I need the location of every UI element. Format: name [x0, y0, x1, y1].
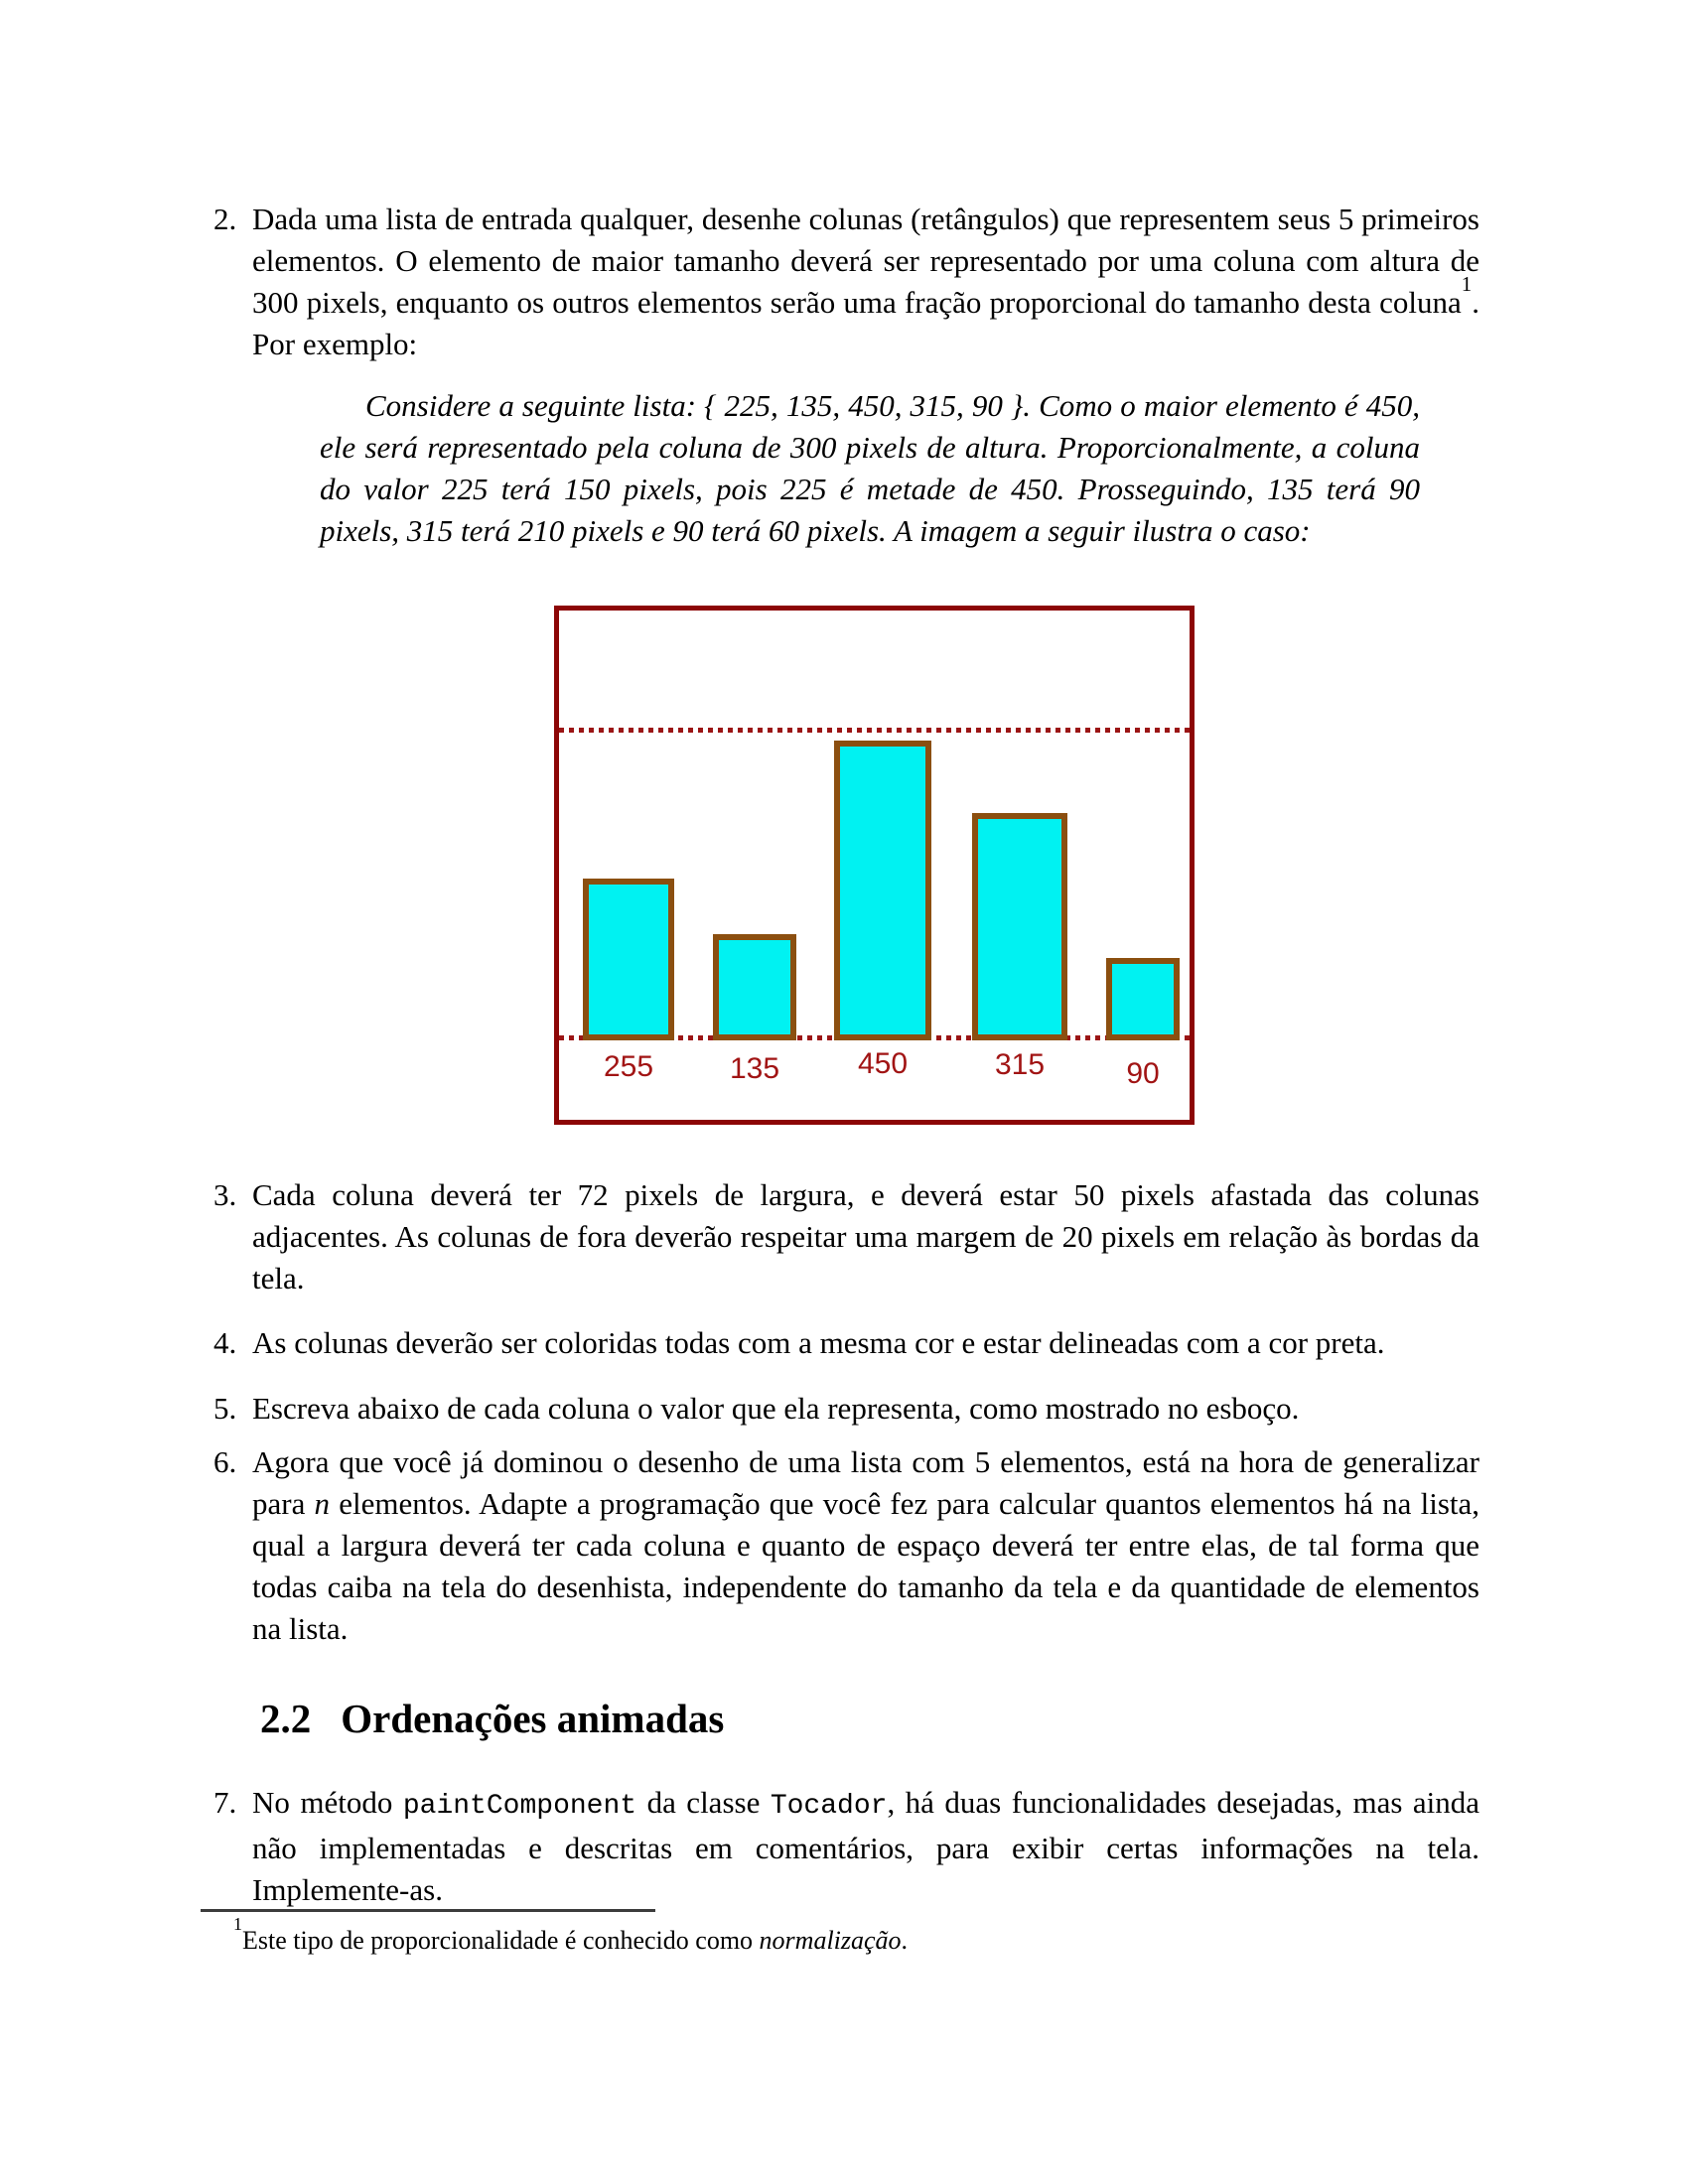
bar [834, 741, 931, 1040]
list-item-4-number: 4. [213, 1325, 237, 1360]
bar [972, 813, 1067, 1040]
footnote-rule [201, 1909, 655, 1912]
list-item-6-number: 6. [213, 1444, 237, 1479]
list-item-7-number: 7. [213, 1785, 237, 1820]
list-item-7 [213, 1782, 1479, 1911]
list-item-5 [213, 1388, 1479, 1430]
list-item-5-number: 5. [213, 1391, 237, 1426]
footnote-text: Este tipo de proporcionalidade é conhecido como [242, 1926, 760, 1955]
list-item-6-text [252, 1441, 1479, 1650]
code-paintcomponent: paintComponent [402, 1791, 637, 1822]
list-item-6 [213, 1441, 1479, 1650]
section-heading [260, 1696, 724, 1741]
bar-value-label: 255 [603, 1050, 654, 1083]
list-item-3 [213, 1174, 1479, 1299]
list-item-6-text-main: Agora que você já dominou o desenho de uma lista com 5 elementos, está na hora de generalizar para [252, 1444, 1479, 1521]
bar-value-label: 315 [994, 1048, 1046, 1081]
list-item-4 [213, 1322, 1479, 1364]
list-item-2-text-tail: . Por exemplo: [252, 285, 1479, 361]
list-item-3-number: 3. [213, 1177, 237, 1212]
chart-bars [559, 611, 1190, 1120]
list-item-2-text [252, 199, 1479, 365]
list-item-5-text: Escreva abaixo de cada coluna o valor que ela representa, como mostrado no esboço. [252, 1391, 1300, 1426]
bar [713, 934, 796, 1040]
example-quote: Considere a seguinte lista: { 225, 135, 450, 315, 90 }. Como o maior elemento é 450, ele será representado pela coluna de 300 pixels de altura. Proporcionalmente, a coluna do valor 225 terá 150 pixels, pois 225 é metade de 450. Prosseguindo, 135 terá 90 pixels, 315 terá 210 pixels e 90 terá 60 pixels. A imagem a seguir ilustra o caso: [320, 388, 1420, 548]
list-item-2 [213, 199, 1479, 365]
list-item-7-seg3: , há duas funcionalidades desejadas, mas ainda não implementadas e descritas em comentários, para exibir certas informações na tela. Implemente-as. [252, 1785, 1480, 1907]
list-item-7-seg2: da classe [636, 1785, 771, 1820]
footnote-reference-mark: 1 [1461, 271, 1473, 296]
list-item-2-text-main: Dada uma lista de entrada qualquer, desenhe colunas (retângulos) que representem seus 5 primeiros elementos. O elemento de maior tamanho deverá ser representado por uma coluna com altura de 300 pixels, enquanto os outros elementos serão uma fração proporcional do tamanho desta coluna [252, 202, 1479, 320]
section-title: Ordenações animadas [341, 1696, 725, 1741]
list-item-2-number: 2. [213, 202, 237, 236]
bar-chart-figure [554, 606, 1195, 1125]
list-item-6-text-tail: elementos. Adapte a programação que você fez para calcular quantos elementos há na lista, qual a largura deverá ter cada coluna e quanto de espaço deverá ter entre elas, de tal forma que todas caiba na tela do desenhista, independente do tamanho da tela e da quantidade de elementos na lista. [252, 1486, 1480, 1646]
bar [583, 879, 674, 1040]
bar-value-label: 135 [729, 1052, 780, 1085]
bar-value-label: 450 [857, 1047, 909, 1080]
footnote [233, 1914, 1326, 1958]
footnote-italic-term: normalização [759, 1926, 902, 1955]
list-item-4-text: As colunas deverão ser coloridas todas com a mesma cor e estar delineadas com a cor preta. [252, 1325, 1385, 1360]
footnote-marker: 1 [233, 1914, 242, 1935]
list-item-7-seg1: No método [252, 1785, 403, 1820]
footnote-period: . [901, 1926, 909, 1955]
code-tocador: Tocador [770, 1791, 888, 1822]
list-item-3-text: Cada coluna deverá ter 72 pixels de largura, e deverá estar 50 pixels afastada das colunas adjacentes. As colunas de fora deverão respeitar uma margem de 20 pixels em relação às bordas da tela. [252, 1177, 1479, 1296]
list-item-7-text [252, 1782, 1479, 1911]
bar [1106, 958, 1180, 1040]
section-number: 2.2 [260, 1696, 312, 1741]
bar-value-label: 90 [1126, 1057, 1160, 1090]
italic-n: n [314, 1486, 331, 1521]
